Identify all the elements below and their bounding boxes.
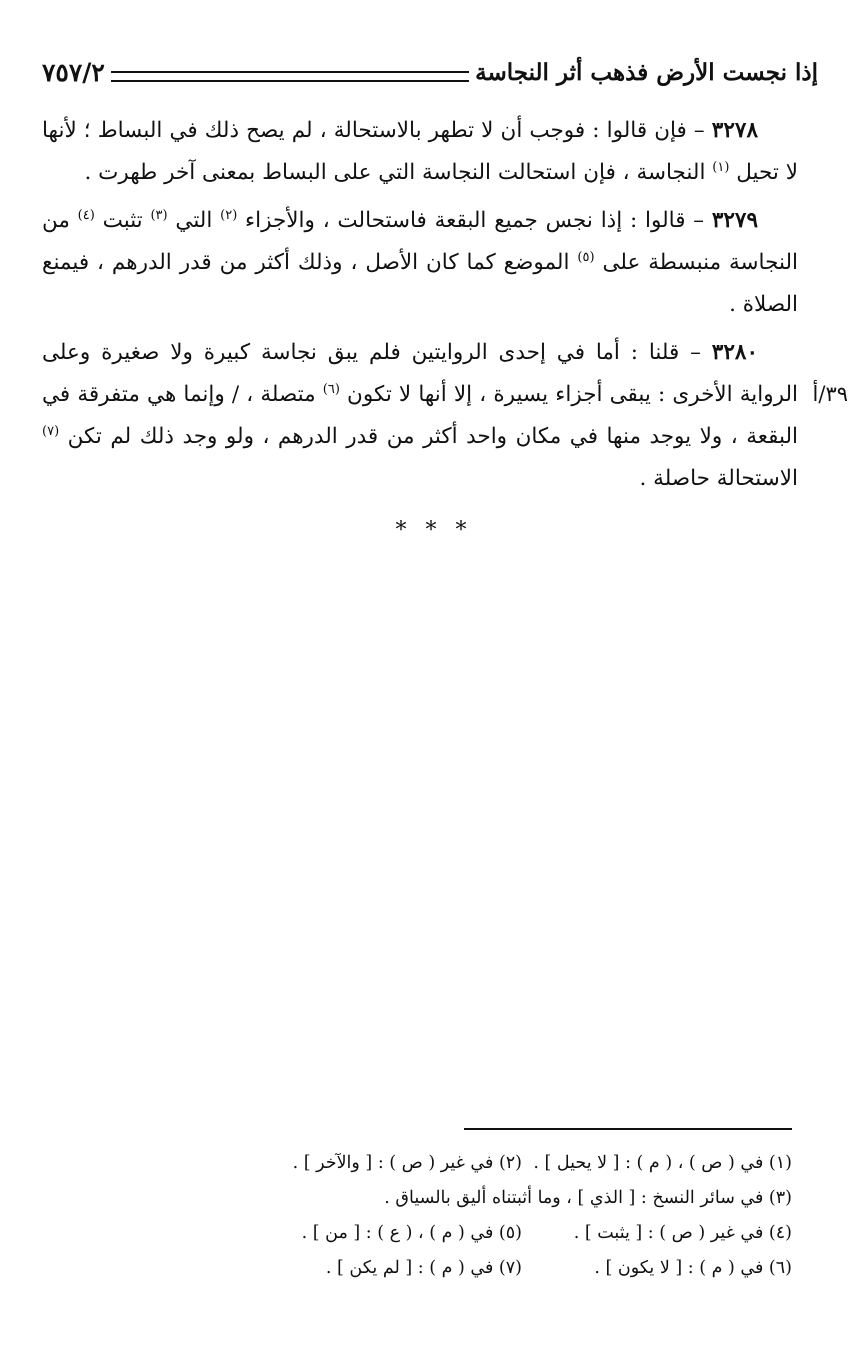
footnote-ref-3[interactable]: (٣) (150, 207, 168, 223)
issue-number: ٣٢٧٩ (711, 208, 759, 233)
chapter-title: إذا نجست الأرض فذهب أثر النجاسة (475, 58, 818, 86)
page-number: ٧٥٧/٢ (42, 57, 105, 87)
text-segment: الموضع كما كان الأصل ، وذلك أكثر من قدر الدرهم ، فيمنع الصلاة . (42, 250, 798, 317)
footnote-3: (٣) في سائر النسخ : [ الذي ] ، وما أثبتناه أليق بالسياق . (384, 1188, 792, 1208)
footnote-4: (٤) في غير ( ص ) : [ يثبت ] . (573, 1223, 792, 1243)
text-segment: النجاسة ، فإن استحالت النجاسة التي على البساط بمعنى آخر طهرت . (84, 160, 713, 185)
main-text (42, 110, 798, 506)
footnote-ref-7[interactable]: (٧) (42, 423, 60, 439)
text-segment: تثبت (94, 208, 151, 233)
text-segment: من النجاسة منبسطة على (42, 208, 798, 275)
footnote-1: (١) في ( ص ) ، ( م ) : [ لا يحيل ] . (533, 1153, 792, 1173)
footnote-row (142, 1146, 792, 1181)
footnote-7: (٧) في ( م ) : [ لم يكن ] . (325, 1258, 522, 1278)
text-segment: الاستحالة حاصلة . (639, 466, 798, 491)
footnote-ref-1[interactable]: (١) (712, 159, 730, 175)
footnote-row (142, 1181, 792, 1216)
text-segment: التي (167, 208, 221, 233)
footnote-ref-6[interactable]: (٦) (322, 381, 340, 397)
footnote-6: (٦) في ( م ) : [ لا يكون ] . (594, 1258, 792, 1278)
footnote-2: (٢) في غير ( ص ) : [ والآخر ] . (292, 1153, 522, 1173)
paragraph-3278 (42, 110, 798, 194)
footnote-ref-5[interactable]: (٥) (577, 249, 595, 265)
paragraph-3280 (42, 332, 798, 500)
footnote-row (142, 1251, 792, 1286)
footnote-5: (٥) في ( م ) ، ( ع ) : [ من ] . (301, 1223, 522, 1243)
running-header (42, 52, 818, 92)
section-separator: * * * (395, 518, 473, 543)
header-rule (111, 71, 469, 82)
footnote-ref-2[interactable]: (٢) (220, 207, 238, 223)
issue-number: ٣٢٨٠ (711, 340, 758, 365)
issue-number: ٣٢٧٨ (711, 118, 758, 143)
text-segment: – قلنا : أما في إحدى الروايتين فلم يبق نجاسة كبيرة ولا صغيرة وعلى الرواية الأخرى : يبقى أجزاء يسيرة ، إلا أنها لا تكون (42, 340, 798, 407)
footnote-ref-4[interactable]: (٤) (77, 207, 95, 223)
text-segment: – قالوا : إذا نجس جميع البقعة فاستحالت ، والأجزاء (237, 208, 712, 233)
paragraph-3279 (42, 200, 798, 326)
footnote-divider (464, 1128, 792, 1130)
footnote-row (142, 1216, 792, 1251)
footnotes (142, 1146, 792, 1286)
manuscript-folio-note: ٣٩/أ (812, 382, 848, 406)
text-segment: – فإن قالوا : فوجب أن لا تطهر بالاستحالة ، لم يصح ذلك في البساط ؛ لأنها لا تحيل (42, 118, 798, 185)
text-segment: متصلة ، / وإنما هي متفرقة في البقعة ، ولا يوجد منها في مكان واحد أكثر من قدر الدرهم ، ولو وجد ذلك لم تكن (42, 382, 798, 449)
